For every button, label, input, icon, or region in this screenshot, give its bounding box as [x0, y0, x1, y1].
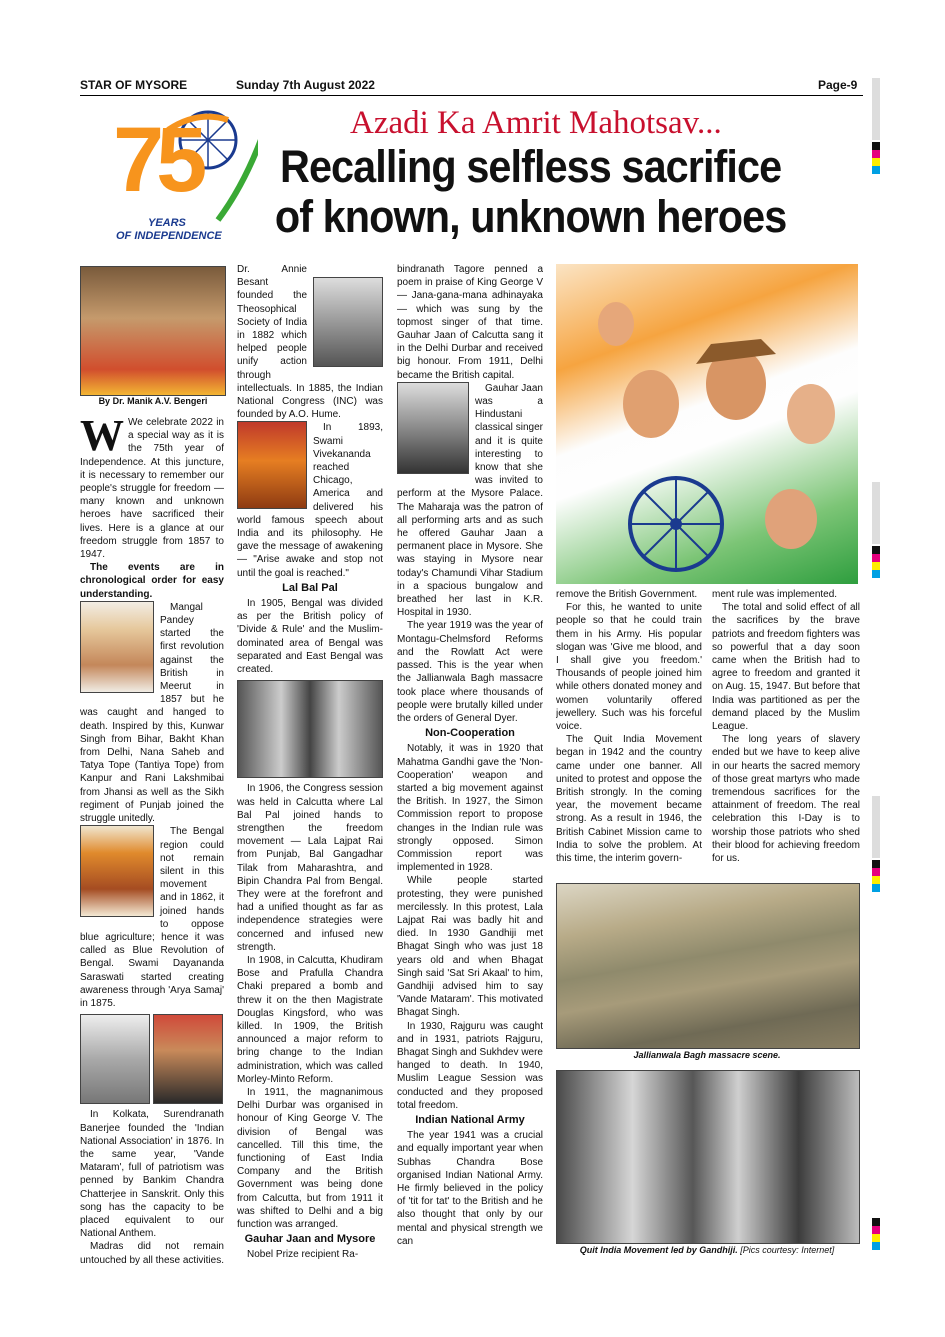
paragraph: In 1905, Bengal was divided as per the British policy of 'Divide & Rule' and the Muslim-dominated area of Bengal was separated and East Bengal was created.	[237, 598, 383, 676]
byline: By Dr. Manik A.V. Bengeri	[98, 396, 208, 406]
section-heading: Non-Cooperation	[425, 727, 515, 740]
column-2	[237, 263, 383, 1263]
color-marks-mid	[872, 546, 880, 578]
section-heading: Lal Bal Pal	[282, 581, 338, 594]
headline-line-2: of known, unknown heroes	[274, 191, 787, 242]
paragraph: In Kolkata, Surendranath Banerjee founded the 'Indian National Association' in 1876. In the same year, 'Vande Mataram', full of patriotism was penned by Bankim Chandra Chatterjee in Sanskrit. Only this song has the capacity to be placed equivalent to our National Anthem.	[80, 1109, 224, 1240]
quit-india-caption	[556, 1245, 858, 1255]
illustration-art	[556, 264, 858, 584]
paper-name: STAR OF MYSORE	[80, 78, 188, 92]
headline-line-1: Recalling selfless sacrifice	[279, 141, 782, 192]
paragraph: In 1908, in Calcutta, Khudiram Bose and Prafulla Chandra Chaki prepared a bomb and threw it on the then Magistrate Douglas Kingsford, who was killed. In 1909, the British announced a major reform to bring change to the Indian administration, which was called Morley-Minto Reform.	[237, 954, 383, 1085]
vivekananda-photo	[237, 421, 307, 509]
paragraph: The long years of slavery ended but we have to keep alive in our hearts the sacred memory of those great martyrs who made tremendous sacrifices for the attainment of freedom. The real celebration this I-Day is to worship those patriots who shed their blood for achieving freedom for us.	[712, 734, 860, 865]
lal-bal-pal-photo	[237, 680, 383, 778]
kicker: Azadi Ka Amrit Mahotsav...	[350, 105, 722, 141]
paragraph: ment rule was implemented.	[712, 589, 838, 600]
author-photo	[80, 266, 226, 396]
paragraph: Gauhar Jaan was a Hindustani classical singer and it is quite interesting to know that she was invited to perform at the Mysore Palace. The Maharaja was the patron of all performing arts and as such he offered Gauhar Jaan a permanent place in Mysore. She was staying in Mysore near today's Chamundi Vihar Stadium in a spacious bungalow and breathed her last in K.R. Hospital in 1930.	[397, 382, 543, 619]
paragraph: For this, he wanted to unite people so that he could train them in his Army. His popular slogan was 'Give me blood, and I shall give you freedom.' Thousands of people joined him while others donated money and women voluntarily offered jewellery. Such was his forceful voice.	[556, 602, 702, 733]
column-5	[712, 588, 860, 878]
color-marks-low	[872, 860, 880, 892]
gauhar-jaan-photo	[397, 382, 469, 474]
column-4	[556, 588, 702, 878]
issue-date: Sunday 7th August 2022	[236, 78, 375, 92]
lead-paragraph	[80, 416, 224, 561]
paragraph: bindranath Tagore penned a poem in praise of King George V — Jana-gana-mana adhinayaka — which was sung by the topmost singer of that time. Gauhar Jaan of Calcutta sang it in the Delhi Durbar and received big honour. From 1911, Delhi became the British capital.	[397, 264, 543, 381]
paragraph: The events are in chronological order for easy understanding.	[80, 562, 224, 600]
paragraph: Mangal Pandey started the first revolution against the British in Meerut in 1857 but he was caught and hanged to death. Inspired by this, Kunwar Singh from Bihar, Bakht Khan from Delhi, Nana Saheb and Tatya Tope (Tantiya Tope) from Kanpur and Rani Lakshmibai from Jhansi as well as the Sikh regiment of Punjab joined the struggle unitedly.	[80, 601, 224, 825]
paragraph: In 1911, the magnanimous Delhi Durbar was organised in honour of King George V. The division of Bengal was cancelled. Till this time, the functioning of East India Company and the British Government was being done from Calcutta, but from 1911 it was shifted to Delhi and a big function was arranged.	[237, 1086, 383, 1230]
section-heading: Indian National Army	[415, 1114, 525, 1126]
paragraph: Nobel Prize recipient Ra-	[247, 1249, 359, 1261]
paragraph: The total and solid effect of all the sacrifices by the brave patriots and freedom fighters was so powerful that a day soon came when the British had to agree to freedom and granted it on Aug. 15, 1947. But before that India was partitioned as per the demand placed by the Muslim League.	[712, 602, 860, 733]
registration-bar	[872, 78, 880, 140]
column-1	[80, 416, 224, 1266]
quit-india-photo	[556, 1070, 860, 1244]
drop-cap: W	[80, 416, 124, 460]
jallianwala-photo	[556, 883, 860, 1049]
pics-courtesy: [Pics courtesy: Internet]	[740, 1245, 835, 1255]
logo-number: 75	[113, 109, 200, 211]
paragraph: In 1906, the Congress session was held in Calcutta where Lal Bal Pal joined hands to strengthen the freedom movement — Lala Lajpat Rai from Punjab, Bal Gangadhar Tilak from Maharashtra, and Bipin Chandra Pal from Bengal. They were at the forefront and had a unified thought as far as independence strategies were concerned and infused new strength.	[237, 783, 383, 953]
paragraph: While people started protesting, they were punished mercilessly. In this protest, Lala Lajpat Rai was badly hit and died. In 1930 Gandhiji met Bhagat Singh who was just 18 years old and when Bhagat Singh said 'Sat Sri Akaal' to him, Gandhiji advised him to say 'Vande Mataram'. This motivated Bhagat Singh.	[397, 875, 543, 1019]
paragraph: In 1893, Swami Vivekananda reached Chicago, America and delivered his world famous speech about India and its philosophy. He gave the message of awakening — "Arise awake and stop not until the goal is reached."	[237, 422, 383, 579]
page-number: Page-9	[818, 78, 858, 92]
surendranath-photo	[80, 1014, 150, 1104]
freedom-fighters-illustration	[556, 264, 858, 584]
mangal-pandey-photo	[80, 601, 154, 693]
paragraph: remove the British Government.	[556, 589, 698, 600]
color-marks-bottom	[872, 1218, 880, 1250]
headline	[250, 142, 811, 242]
bankim-photo	[153, 1014, 223, 1104]
paragraph: Madras did not remain untouched by all these activities.	[80, 1241, 224, 1266]
paragraph: The Bengal region could not remain silent in this movement and in 1862, it joined hands to oppose blue agriculture; hence it was called as Blue Revolution of Bengal. Swami Dayananda Saraswati started creating awareness through 'Arya Samaj' in 1875.	[80, 826, 224, 1009]
quit-india-caption-text: Quit India Movement led by Gandhiji.	[579, 1245, 738, 1255]
section-heading: Gauhar Jaan and Mysore	[244, 1233, 376, 1246]
paragraph: The Quit India Movement began in 1942 and the country came under one banner. All united to protest and oppose the British strongly. In the coming year, the movement became strong. As a result in 1946, the British Cabinet Mission came to India to solve the problem. At this time, the interim govern-	[556, 734, 702, 865]
paragraph: Dr. Annie Besant founded the Theosophical Society of India in 1882 which helped people unify action through intellectuals. In 1885, the Indian National Congress (INC) was founded by A.O. Hume.	[237, 264, 383, 421]
paragraph: The year 1941 was a crucial and equally important year when Subhas Chandra Bose organised Indian National Army. He firmly believed in the policy of 'tit for tat' to the British and he also thought that only by our mental and physical strength we can	[397, 1130, 543, 1247]
jallianwala-caption: Jallianwala Bagh massacre scene.	[633, 1050, 781, 1060]
color-marks-top	[872, 142, 880, 174]
column-3	[397, 263, 543, 1263]
logo-years: YEARS	[148, 217, 186, 229]
logo-independence: OF INDEPENDENCE	[116, 230, 222, 242]
paragraph: We celebrate 2022 in a special way as it is the 75th year of Independence. At this juncture, it is necessary to remember our people's struggle for freedom — many known and unknown heroes have sacrificed their lives. Here is a glance at our freedom struggle from 1857 to 1947.	[80, 417, 224, 561]
independence-logo	[108, 100, 258, 250]
paragraph: Notably, it was in 1920 that Mahatma Gandhi gave the 'Non-Cooperation' weapon and started a big movement against the British. In 1927, the Simon Commission report to propose changes in the Indian rule was strongly opposed. Simon Commission report was implemented in 1928.	[397, 743, 543, 874]
header-rule	[80, 95, 863, 96]
portrait-pair	[80, 1014, 224, 1108]
annie-besant-photo	[313, 277, 383, 367]
dayananda-photo	[80, 825, 154, 917]
paragraph: The year 1919 was the year of Montagu-Chelmsford Reforms and the Rowlatt Act were passed. This is the year when the Jallianwala Bagh massacre took place where thousands of people were brutally killed under the orders of General Dyer.	[397, 620, 543, 724]
paragraph: In 1930, Rajguru was caught and in 1931, patriots Rajguru, Bhagat Singh and Sukhdev were hanged to death. In 1940, Muslim League Session was conducted and they proposed total freedom.	[397, 1020, 543, 1111]
registration-bar	[872, 482, 880, 544]
registration-bar	[872, 796, 880, 858]
